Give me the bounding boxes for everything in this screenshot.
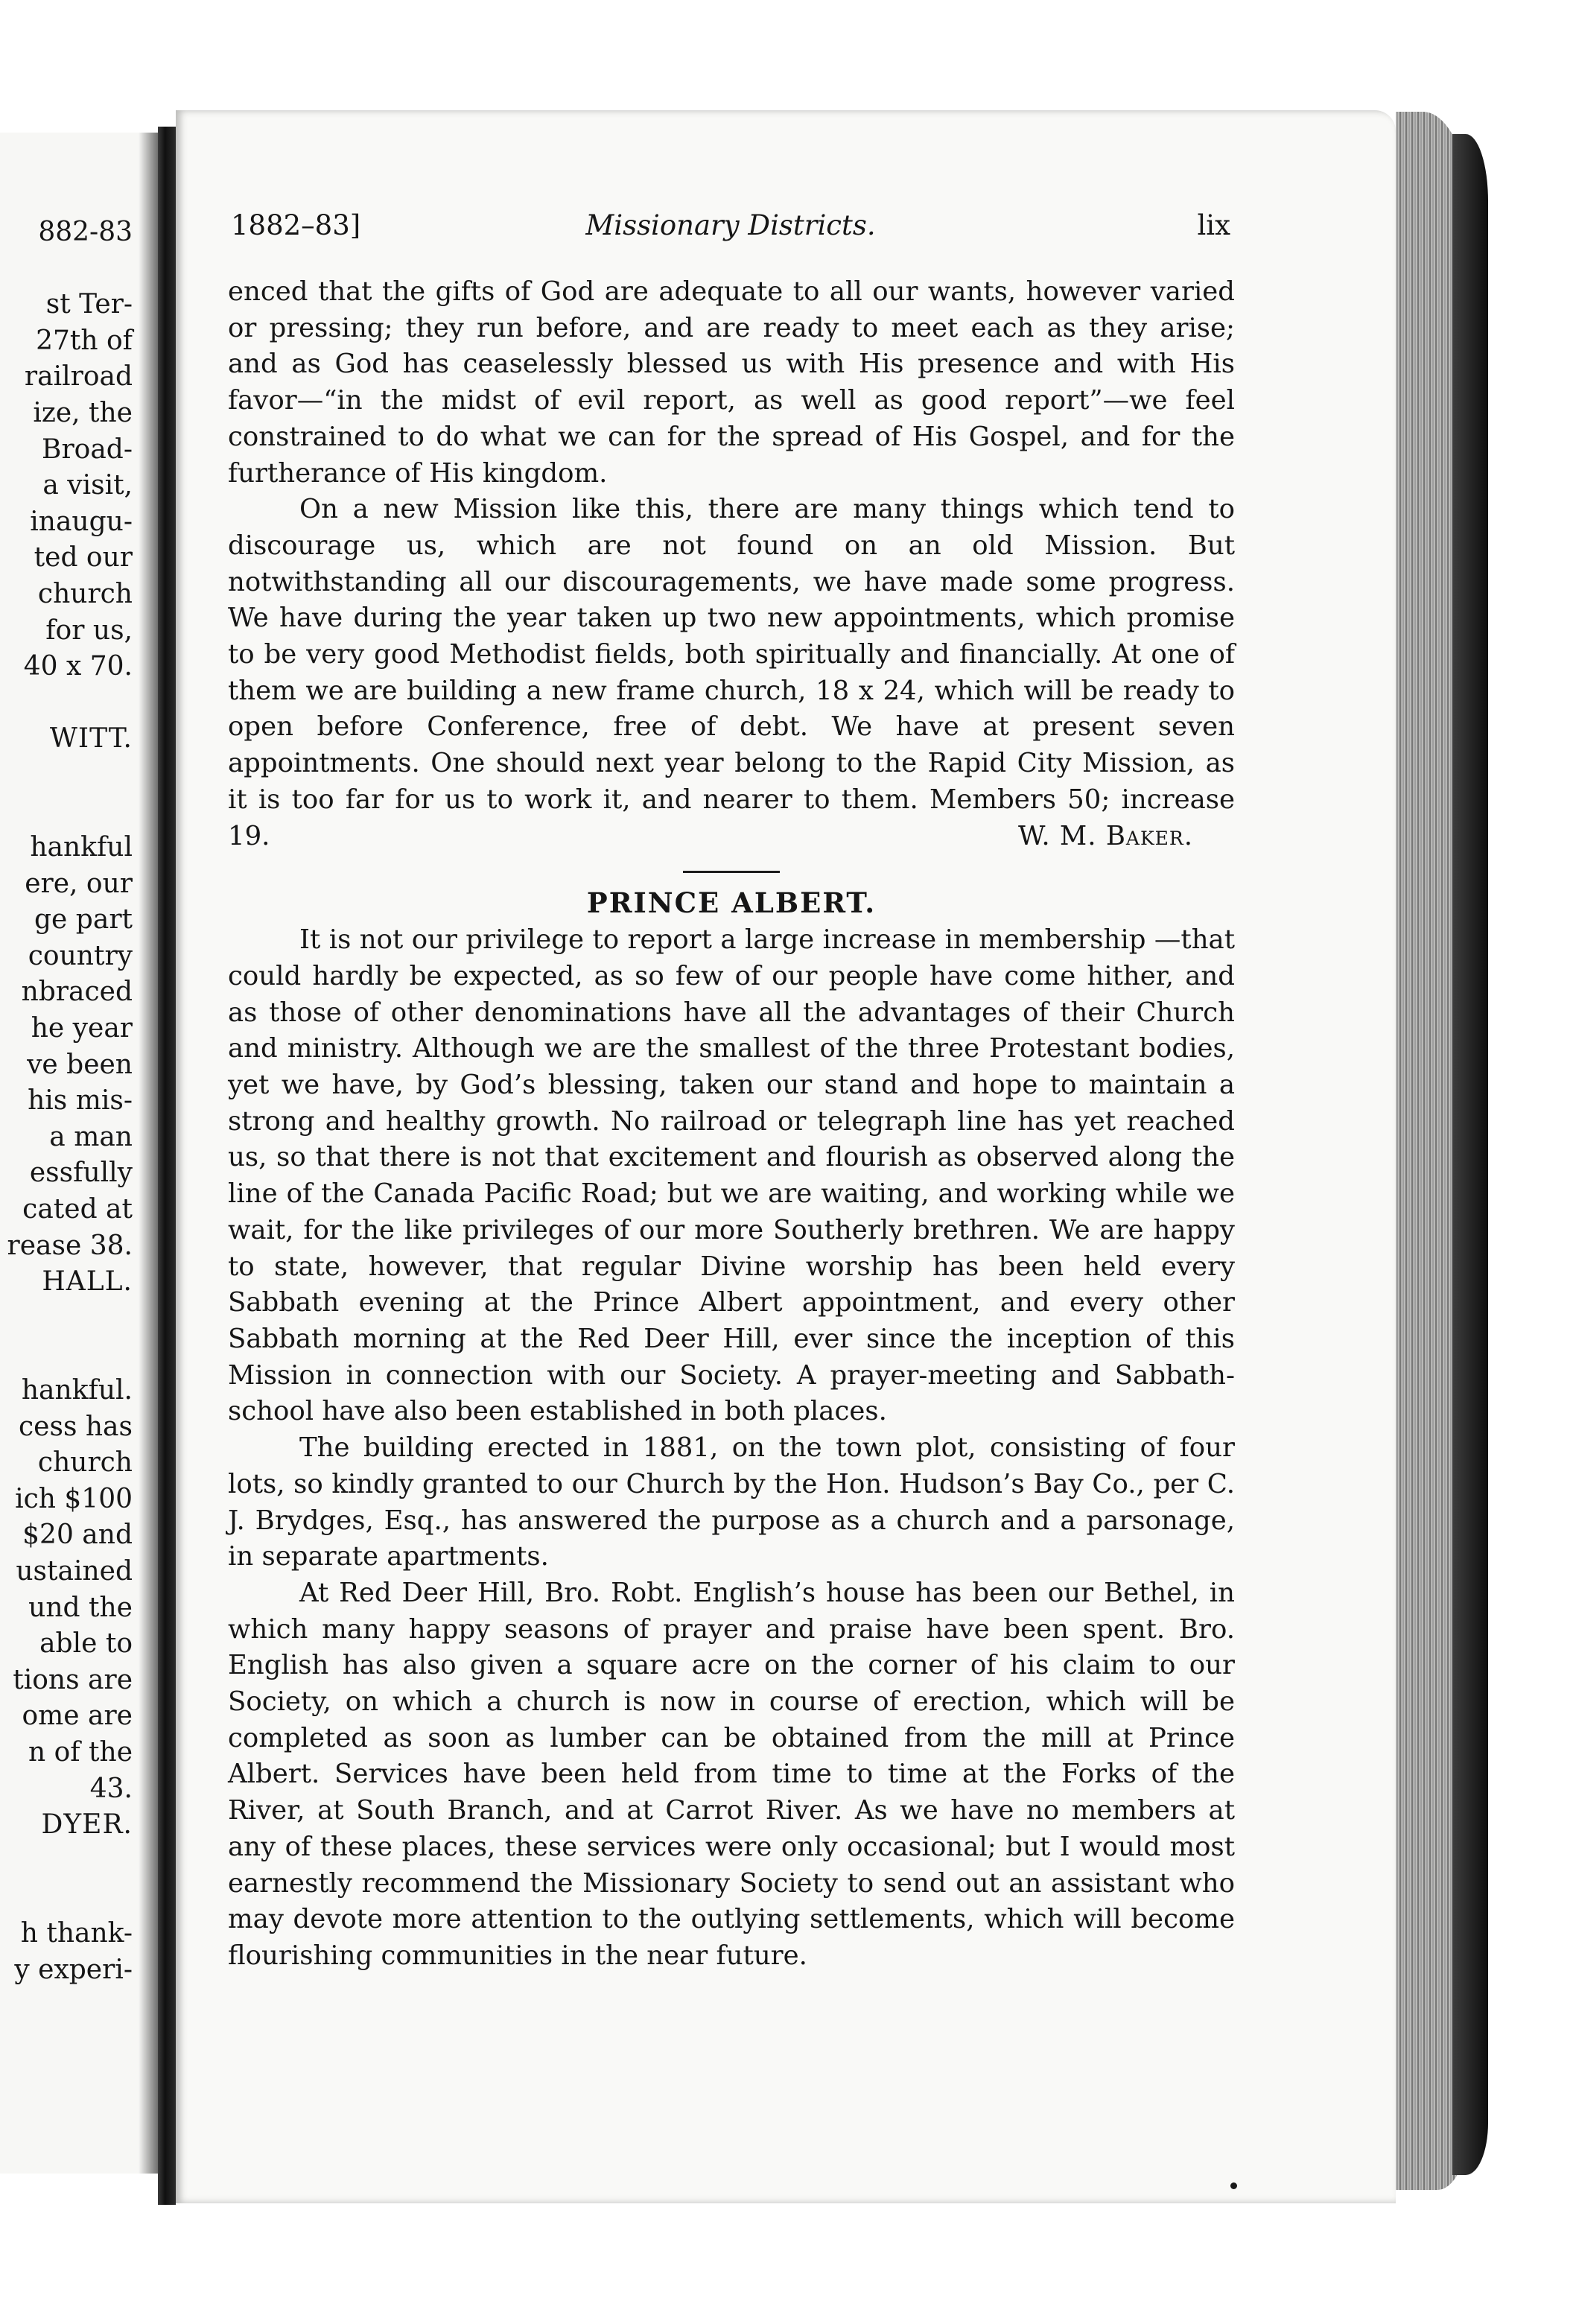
left-page-line: railroad (24, 361, 133, 393)
signature-baker (228, 819, 1235, 855)
left-page-line: HALL. (42, 1266, 133, 1298)
paragraph-new-mission: On a new Mission like this, there are many things which tend to discourage us, which are not found on an old Mission. But notwithstanding all our discouragements, we have made some progress. We have during the year taken up two new appointments, which promise to be very good Methodist fields, both spiritually and financially. At one of them we are building a new frame church, 18 x 24, which will be ready to open before Conference, free of debt. We have at present seven appointments. One should next year belong to the Rapid City Mission, as it is too far for us to work it, and nearer to them. Members 50; increase 19. (228, 494, 1235, 851)
left-page-line: cated at (22, 1194, 133, 1225)
left-page-line: his mis- (28, 1085, 133, 1117)
paragraph-prince-albert-2: The building erected in 1881, on the town plot, consisting of four lots, so kindly granted to our Church by the Hon. Hudson’s Bay Co., per C. J. Brydges, Esq., has answered the purpose as a church and a parsonage, in separate apartments. (228, 1432, 1235, 1572)
page-number: lix (1197, 209, 1230, 241)
left-page-line (0, 1879, 133, 1916)
left-page-line: ted our (34, 542, 133, 574)
book-spine (158, 127, 176, 2205)
left-page-line (0, 1336, 133, 1373)
signature-baker-name: W. M. Baker. (1018, 820, 1193, 851)
left-page-line: essfully (29, 1158, 133, 1189)
left-page-line: ve been (27, 1049, 133, 1080)
left-page-line: y experi- (14, 1954, 133, 1985)
left-page-line: ize, the (33, 397, 133, 428)
cover-edge (1452, 134, 1488, 2175)
left-page-line: ome are (22, 1701, 133, 1732)
left-page-line: und the (28, 1592, 133, 1623)
left-page-line: able to (39, 1628, 133, 1660)
section-divider-rule (683, 871, 780, 873)
left-page-line: church (37, 578, 133, 609)
left-page-line (0, 1301, 133, 1337)
body-text (228, 274, 1235, 1975)
running-head-years: 1882–83] (231, 209, 361, 241)
left-page-line (0, 758, 133, 794)
left-page-line: 27th of (36, 325, 133, 356)
left-page-line: a visit, (42, 470, 133, 501)
left-page-line: country (28, 940, 133, 971)
left-page-line: rease 38. (7, 1230, 133, 1261)
section-heading-prince-albert: PRINCE ALBERT. (586, 886, 877, 920)
ink-dot (1230, 2182, 1237, 2189)
left-page-line: he year (31, 1013, 133, 1044)
left-page-text-column (0, 215, 133, 1988)
left-page-line (0, 794, 133, 831)
left-page-line: church (37, 1447, 133, 1479)
paragraph-prince-albert-3: At Red Deer Hill, Bro. Robt. English’s house has been our Bethel, in which many happy seasons of prayer and praise have been spent. Bro. English has also given a square acre on the corner of his claim to our Society, on which a church is now in course of erection, which will be completed as soon as lumber can be obtained from the mill at Prince Albert. Services have been held from time to time at the Forks of the River, at South Branch, and at Carrot River. As we have no members at any of these places, these services were only occasional; but I would most earnestly recommend the Missionary Society to send out an assistant who may devote more attention to the outlying settlements, which will become flourishing communities in the near future. (228, 1577, 1235, 1971)
left-page-line: hankful. (21, 1375, 133, 1406)
left-page-line: n of the (28, 1736, 133, 1768)
left-page-line (0, 251, 133, 288)
left-page-line: DYER. (41, 1809, 133, 1841)
left-page-line: ere, our (25, 868, 133, 899)
gutter-shadow (139, 133, 158, 2174)
left-page-line: ustained (16, 1555, 133, 1587)
left-page-line: Broad- (41, 434, 133, 465)
left-page-line: 40 x 70. (23, 651, 133, 682)
running-head-title: Missionary Districts. (585, 209, 876, 241)
left-page-line: tions are (13, 1664, 133, 1695)
left-page-line: st Ter- (45, 289, 133, 320)
left-page-line (0, 1844, 133, 1880)
left-page-line (0, 685, 133, 722)
left-page-line: $20 and (22, 1520, 133, 1551)
left-page-line: for us, (45, 615, 133, 646)
paragraph-prince-albert-1: It is not our privilege to report a large increase in membership —that could hardly be expected, as so few of our people have come hither, and as those of other denominations have all the advantages of their Church and ministry. Although we are the smallest of the three Protestant bodies, yet we have, by God’s blessing, taken our stand and hope to maintain a strong and healthy growth. No railroad or telegraph line has yet reached us, so that there is not that excitement and flourish as observed along the line of the Canada Pacific Road; but we are waiting, and working while we wait, for the like privileges of our more Southerly brethren. We are happy to state, however, that regular Divine worship has been held every Sabbath evening at the Prince Albert appointment, and every other Sabbath morning at the Red Deer Hill, ever since the inception of this Mission in connection with our Society. A prayer-meeting and Sabbath-school have also been established in both places. (228, 924, 1235, 1427)
left-page-line: WITT. (49, 723, 133, 755)
left-facing-page (0, 133, 158, 2174)
left-page-line: nbraced (21, 977, 133, 1008)
left-page-line: ich $100 (15, 1483, 133, 1514)
left-page-line: cess has (19, 1411, 133, 1442)
left-page-line: 882-83 (38, 217, 133, 247)
left-page-line: 43. (89, 1773, 133, 1804)
left-page-line: h thank- (20, 1917, 133, 1949)
left-page-line: a man (49, 1121, 133, 1152)
left-page-line: inaugu- (30, 506, 133, 537)
running-head (231, 207, 1230, 244)
paragraph-continued: enced that the gifts of God are adequate to all our wants, however varied or pressing; they run before, and are ready to meet each as they arise; and as God has ceaselessly blessed us with His presence and with His favor—“in the midst of evil report, as well as good report”—we feel constrained to do what we can for the spread of His Gospel, and for the furtherance of His kingdom. (228, 276, 1235, 489)
left-page-line: ge part (34, 904, 133, 936)
left-page-line: hankful (30, 832, 133, 863)
